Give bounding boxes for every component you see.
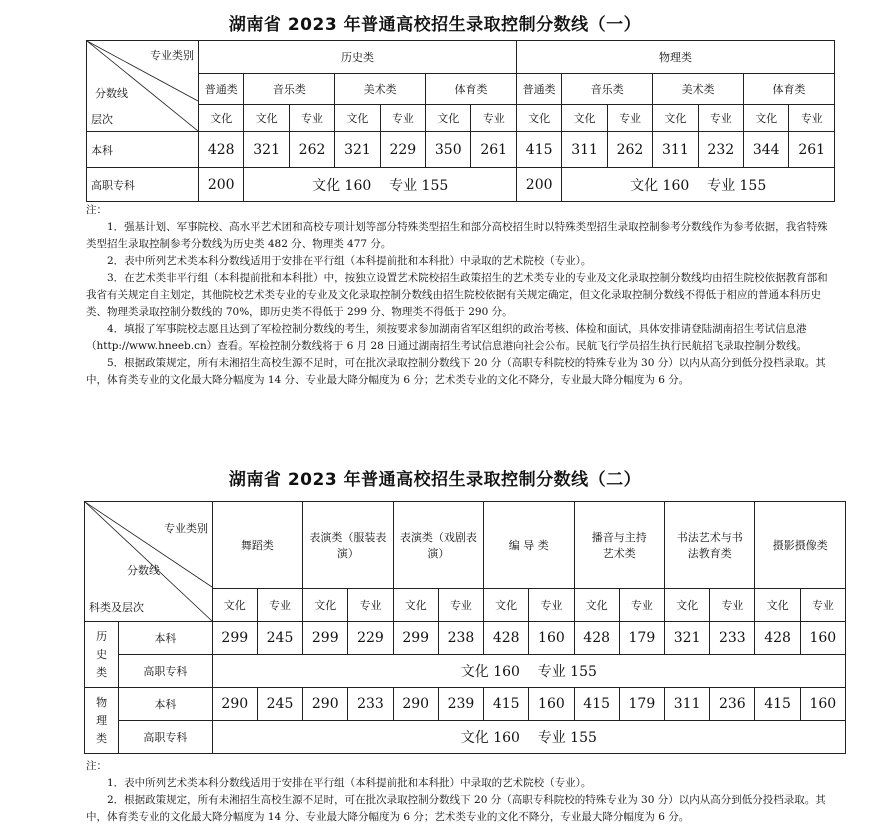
score-cell: 311 xyxy=(665,688,710,721)
title-table-2: 湖南省 2023 年普通高校招生录取控制分数线（二） xyxy=(228,470,642,490)
score-cell: 160 xyxy=(800,622,845,655)
score-cell: 311 xyxy=(562,132,607,168)
sub-zhuan: 专业 xyxy=(529,588,574,621)
score-cell-merged: 文化 160 专业 155 xyxy=(244,168,517,202)
note-item: 3．在艺术类非平行组（本科提前批和本科批）中，按独立设置艺术院校招生政策招生的艺术类专业的专业及文化录取控制分数线均由招生院校依据教育部和我省有关规定自主划定，其他院校艺术类专业的专业及文化录取控制分数线由招生院校依据有关规定确定，但文化录取控制分数线不得低于相应的普通本科历史类、物理类录取控制分数线的 70%，即历史类不得低于 299 分、物理类不得低于 290 分。 xyxy=(86,272,828,318)
note-item: 4．填报了军事院校志愿且达到了军检控制分数线的考生，须按要求参加湖南省军区组织的政治考核、体检和面试，具体安排请登陆湖南招生考试信息港（http://www.hneeb.cn）查看。军检控制分数线将于 6 月 28 日通过湖南招生考试信息港向社会公布。民航飞行学员招生执行民航招飞录取控制分数线。 xyxy=(86,323,808,352)
sub-wen: 文化 xyxy=(574,588,619,621)
score-cell: 350 xyxy=(426,132,471,168)
note-item: 2．表中所列艺术类本科分数线适用于安排在平行组（本科提前批和本科批）中录取的艺术院校（专业）。 xyxy=(107,255,592,267)
sub-wen: 文化 xyxy=(665,588,710,621)
sub-wen: 文化 xyxy=(244,104,289,131)
score-cell: 261 xyxy=(471,132,517,168)
row-label-benke: 本科 xyxy=(119,688,212,721)
sub-wen: 文化 xyxy=(393,588,438,621)
corner-label-category: 专业类别 xyxy=(164,522,208,535)
sub-wen: 文化 xyxy=(755,588,800,621)
score-cell-merged: 文化 160 专业 155 xyxy=(212,655,845,688)
score-cell: 160 xyxy=(529,688,574,721)
cat-history-sport: 体育类 xyxy=(426,74,517,104)
score-cell: 321 xyxy=(665,622,710,655)
cat-physics-art: 美术类 xyxy=(653,74,744,104)
score-cell: 239 xyxy=(438,688,483,721)
cat-perform-drama: 表演类（戏剧表演） xyxy=(393,502,483,589)
score-cell: 299 xyxy=(393,622,438,655)
sub-zhuan: 专业 xyxy=(789,104,835,131)
score-cell: 428 xyxy=(755,622,800,655)
corner-label-category: 专业类别 xyxy=(150,49,194,62)
score-cell: 179 xyxy=(619,622,664,655)
score-cell: 262 xyxy=(289,132,334,168)
score-cell: 415 xyxy=(484,688,529,721)
sub-zhuan: 专业 xyxy=(800,588,845,621)
score-cell: 290 xyxy=(212,688,257,721)
sub-zhuan: 专业 xyxy=(710,588,755,621)
corner-label-score: 分数线 xyxy=(127,564,160,577)
cat-calligraphy: 书法艺术与书法教育类 xyxy=(665,502,755,589)
sub-wen: 文化 xyxy=(743,104,788,131)
cat-physics-sport: 体育类 xyxy=(743,74,834,104)
group-physics: 物理类 xyxy=(516,41,834,74)
sub-wen: 文化 xyxy=(212,588,257,621)
score-cell: 233 xyxy=(348,688,393,721)
notes-head: 注： xyxy=(86,760,107,772)
row-label-benke: 本科 xyxy=(119,622,212,655)
row-label-benke: 本科 xyxy=(87,132,199,168)
score-cell: 232 xyxy=(698,132,743,168)
score-cell: 229 xyxy=(380,132,425,168)
sub-zhuan: 专业 xyxy=(289,104,334,131)
score-cell: 290 xyxy=(303,688,348,721)
score-cell-merged: 文化 160 专业 155 xyxy=(562,168,835,202)
score-cell: 160 xyxy=(529,622,574,655)
score-cell: 415 xyxy=(516,132,561,168)
cat-dance: 舞蹈类 xyxy=(212,502,302,589)
score-cell: 311 xyxy=(653,132,698,168)
notes-table-1 xyxy=(86,202,838,389)
corner-header-cell xyxy=(85,502,213,622)
score-cell: 428 xyxy=(199,132,244,168)
row-group-history: 历史类 xyxy=(85,622,119,688)
note-item: 1．强基计划、军事院校、高水平艺术团和高校专项计划等部分特殊类型招生和部分高校招生时以特殊类型招生录取控制参考分数线作为参考依据，我省特殊类型招生录取控制参考分数线为历史类 482 分、物理类 477 分。 xyxy=(86,221,828,250)
score-cell: 229 xyxy=(348,622,393,655)
cat-history-ordinary: 普通类 xyxy=(199,74,244,104)
title-table-1: 湖南省 2023 年普通高校招生录取控制分数线（一） xyxy=(228,15,642,35)
score-cell: 428 xyxy=(484,622,529,655)
sub-wen: 文化 xyxy=(484,588,529,621)
corner-label-level: 科类及层次 xyxy=(89,601,144,614)
notes-table-2 xyxy=(86,758,838,826)
notes-head: 注： xyxy=(86,204,107,216)
score-cell: 233 xyxy=(710,622,755,655)
score-cell: 299 xyxy=(303,622,348,655)
score-cell: 160 xyxy=(800,688,845,721)
cat-history-art: 美术类 xyxy=(335,74,426,104)
row-label-gaozhi: 高职专科 xyxy=(119,655,212,688)
group-history: 历史类 xyxy=(199,41,517,74)
score-cell-merged: 文化 160 专业 155 xyxy=(212,721,845,754)
corner-header-cell xyxy=(87,41,199,132)
score-cell: 200 xyxy=(199,168,244,202)
score-cell: 344 xyxy=(743,132,788,168)
sub-wen: 文化 xyxy=(303,588,348,621)
score-cell: 415 xyxy=(755,688,800,721)
score-cell: 245 xyxy=(257,622,302,655)
score-cell: 245 xyxy=(257,688,302,721)
score-table-2 xyxy=(84,501,846,754)
row-group-physics: 物理类 xyxy=(85,688,119,754)
sub-zhuan: 专业 xyxy=(348,588,393,621)
sub-zhuan: 专业 xyxy=(471,104,517,131)
score-cell: 428 xyxy=(574,622,619,655)
cat-broadcast: 播音与主持艺术类 xyxy=(574,502,664,589)
cat-directing: 编 导 类 xyxy=(484,502,574,589)
row-label-gaozhi: 高职专科 xyxy=(119,721,212,754)
score-cell: 415 xyxy=(574,688,619,721)
score-cell: 299 xyxy=(212,622,257,655)
note-item: 2．根据政策规定，所有未湘招生高校生源不足时，可在批次录取控制分数线下 20 分（高职专科院校的特殊专业为 30 分）以内从高分到低分投档录取。其中，体育类专业的文化最大降分幅度为 14 分、专业最大降分幅度为 6 分；艺术类专业的文化不降分，专业最大降分幅度为 6 分。 xyxy=(86,794,826,823)
sub-wen: 文化 xyxy=(516,104,561,131)
sub-wen: 文化 xyxy=(335,104,380,131)
score-cell: 236 xyxy=(710,688,755,721)
cat-perform-fashion: 表演类（服装表演） xyxy=(303,502,393,589)
row-label-gaozhi: 高职专科 xyxy=(87,168,199,202)
score-cell: 321 xyxy=(335,132,380,168)
corner-label-level: 层次 xyxy=(91,113,113,126)
score-cell: 290 xyxy=(393,688,438,721)
sub-wen: 文化 xyxy=(426,104,471,131)
sub-zhuan: 专业 xyxy=(607,104,652,131)
note-item: 5．根据政策规定，所有未湘招生高校生源不足时，可在批次录取控制分数线下 20 分（高职专科院校的特殊专业为 30 分）以内从高分到低分投档录取。其中，体育类专业的文化最大降分幅度为 14 分、专业最大降分幅度为 6 分；艺术类专业的文化不降分，专业最大降分幅度为 6 分。 xyxy=(86,357,826,386)
score-cell: 238 xyxy=(438,622,483,655)
score-cell: 179 xyxy=(619,688,664,721)
sub-wen: 文化 xyxy=(199,104,244,131)
score-table-1 xyxy=(86,40,835,202)
corner-label-score: 分数线 xyxy=(95,87,128,100)
sub-wen: 文化 xyxy=(653,104,698,131)
score-cell: 262 xyxy=(607,132,652,168)
score-cell: 200 xyxy=(516,168,561,202)
sub-zhuan: 专业 xyxy=(438,588,483,621)
sub-zhuan: 专业 xyxy=(257,588,302,621)
sub-zhuan: 专业 xyxy=(698,104,743,131)
sub-zhuan: 专业 xyxy=(380,104,425,131)
sub-wen: 文化 xyxy=(562,104,607,131)
score-cell: 261 xyxy=(789,132,835,168)
cat-photography: 摄影摄像类 xyxy=(755,502,846,589)
sub-zhuan: 专业 xyxy=(619,588,664,621)
cat-history-music: 音乐类 xyxy=(244,74,335,104)
note-item: 1．表中所列艺术类本科分数线适用于安排在平行组（本科提前批和本科批）中录取的艺术院校（专业）。 xyxy=(107,777,592,789)
cat-physics-music: 音乐类 xyxy=(562,74,653,104)
cat-physics-ordinary: 普通类 xyxy=(516,74,561,104)
score-cell: 321 xyxy=(244,132,289,168)
